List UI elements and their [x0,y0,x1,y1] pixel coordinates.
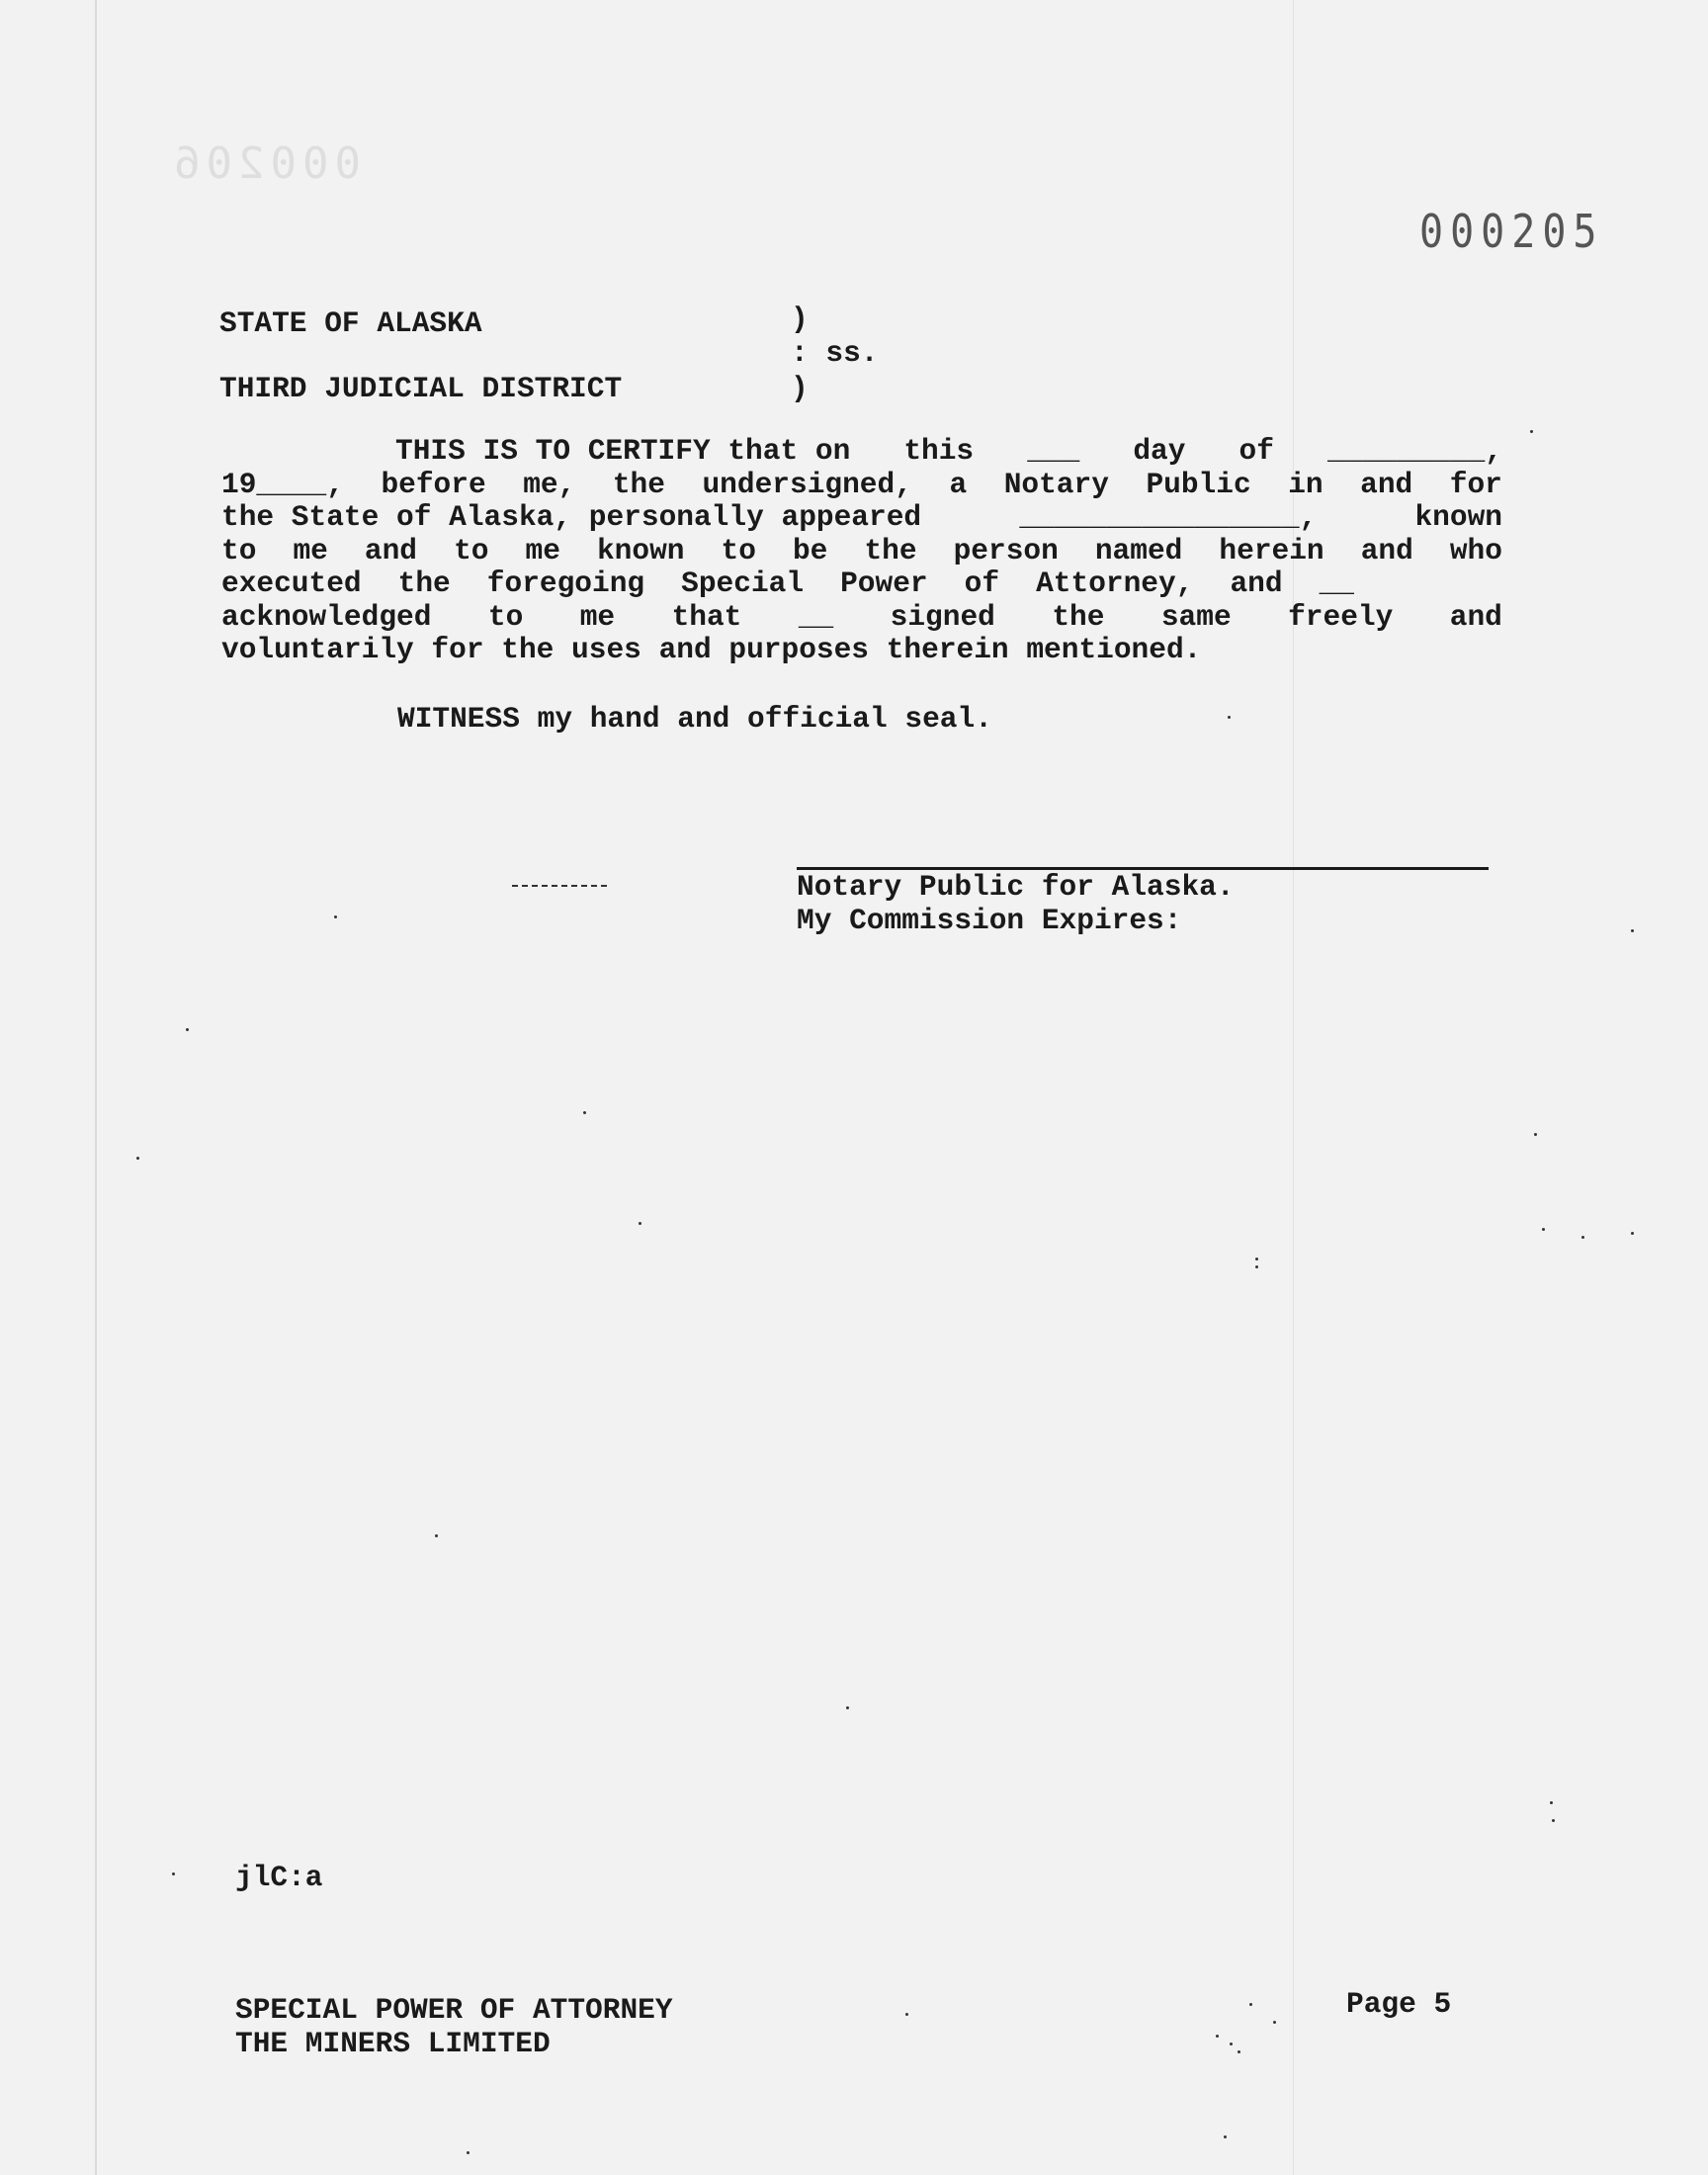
notary-title: Notary Public for Alaska. [797,870,1235,904]
certify-line-1: THIS IS TO CERTIFY that on this ___ day of _________, [395,434,1502,468]
scan-speck [639,1222,641,1225]
scan-speck [136,1157,139,1160]
certification-paragraph [221,435,1502,667]
scan-speck [1631,1232,1634,1235]
scan-speck [1230,2043,1233,2045]
scan-speck [1224,2135,1227,2138]
certify-line-2: 19____, before me, the undersigned, a Notary Public in and for [221,467,1502,501]
scan-speck [1530,430,1533,433]
venue-district: THIRD JUDICIAL DISTRICT [219,372,623,405]
scan-speck [1581,1236,1584,1239]
scan-speck [1216,2035,1219,2038]
scan-speck [1550,1801,1553,1804]
scan-speck [1552,1819,1555,1822]
scan-speck [1228,716,1231,719]
scan-speck [467,2151,470,2154]
certify-line-4: to me and to me known to be the person named herein and who [221,533,1502,567]
scan-speck [1631,929,1634,932]
document-number: 000205 [1419,206,1604,259]
scan-speck [186,1028,189,1031]
certify-line-7: voluntarily for the uses and purposes therein mentioned. [221,633,1202,666]
certify-line-3: the State of Alaska, personally appeared ________________, known [221,500,1502,534]
venue-paren-close: ) [791,372,809,405]
scan-speck [1273,2021,1276,2024]
venue-paren-open: ) [791,303,809,336]
scan-edge-left [95,0,97,2175]
scan-speck [1255,1258,1258,1261]
scan-speck [1238,2050,1240,2053]
seal-mark [512,885,607,887]
scan-speck [846,1706,849,1709]
bleed-through-number: 000206 [168,138,361,189]
scan-speck [1542,1228,1545,1231]
certify-line-6: acknowledged to me that __ signed the same freely and [221,599,1502,634]
scan-speck [1255,1265,1258,1268]
scan-speck [583,1111,586,1114]
scan-speck [905,2013,908,2016]
scan-edge-right [1293,0,1294,2175]
scan-speck [1534,1133,1537,1136]
footer-document-title: SPECIAL POWER OF ATTORNEY [235,1993,673,2027]
page-number: Page 5 [1346,1987,1452,2021]
commission-expires: My Commission Expires: [797,904,1182,937]
scan-speck [1249,2003,1252,2006]
scan-speck [172,1872,175,1875]
venue-ss: : ss. [791,336,879,370]
typist-initials: jlC:a [235,1861,323,1894]
scan-speck [334,915,337,918]
venue-state: STATE OF ALASKA [219,306,482,340]
certify-line-5: executed the foregoing Special Power of Attorney, and __ [221,566,1354,600]
footer-party-name: THE MINERS LIMITED [235,2027,551,2060]
witness-line: WITNESS my hand and official seal. [397,702,992,736]
scan-speck [435,1534,438,1537]
